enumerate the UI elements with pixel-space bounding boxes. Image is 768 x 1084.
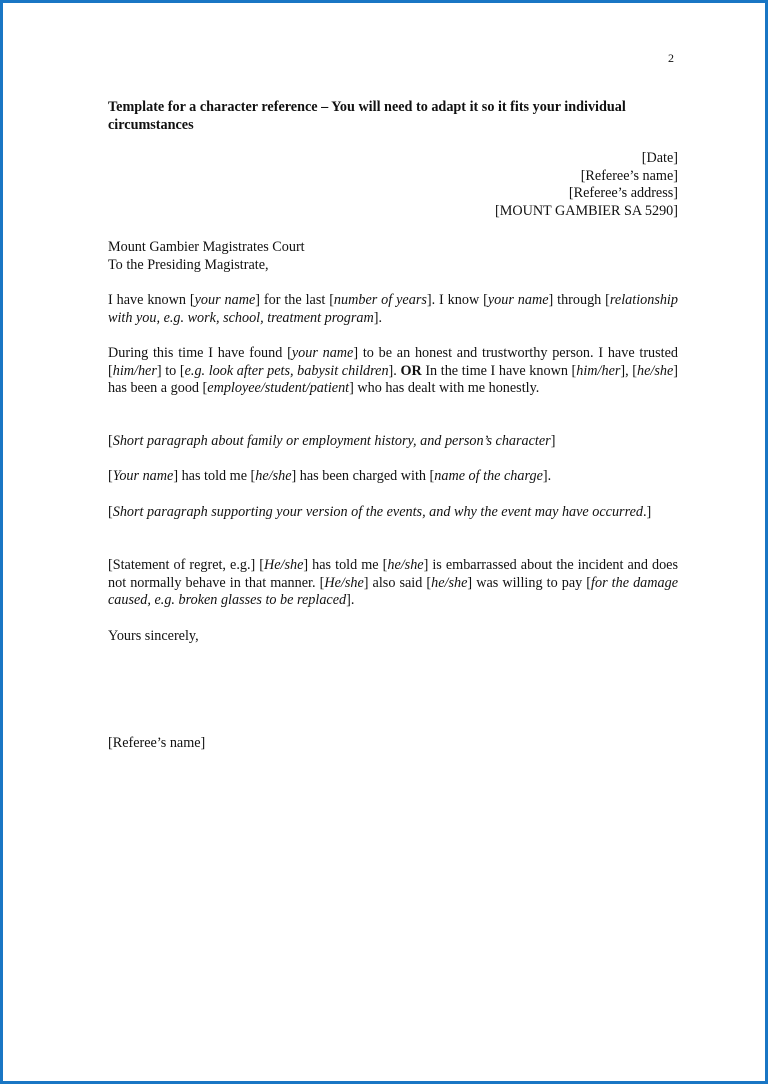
body-text: ] has told me [ (303, 557, 388, 573)
placeholder-text: your name (487, 292, 549, 308)
body-text: ]. I know [ (426, 292, 488, 308)
body-text: ]. (346, 592, 355, 609)
document-title: Template for a character reference – You will need to adapt it so it fits your individual circumstances (108, 99, 626, 133)
body-text: [ (108, 468, 113, 484)
paragraph-character (108, 433, 678, 451)
body-text: ]. (388, 362, 401, 379)
placeholder-text: he/she (387, 557, 424, 573)
body-text: ] was willing to pay [ (467, 574, 592, 591)
city-postcode-line: [MOUNT GAMBIER SA 5290] (494, 202, 678, 219)
placeholder-text: He/she (264, 557, 304, 573)
referee-address-block (108, 150, 678, 220)
signature: [Referee’s name] (108, 735, 206, 751)
placeholder-text: Short paragraph supporting your version of the events, and why the event may have occurred (112, 504, 643, 520)
placeholder-text: relationship with you, e.g. work, school, treatment program (108, 292, 678, 326)
placeholder-text: e.g. look after pets, babysit children (184, 362, 389, 379)
salutation: To the Presiding Magistrate, (108, 256, 269, 273)
paragraph-trustworthiness (108, 345, 678, 398)
referee-address-line: [Referee’s address] (568, 185, 678, 202)
body-text: ] has told me [ (173, 468, 256, 484)
closing: Yours sincerely, (108, 628, 199, 644)
body-text: ] through [ (548, 292, 610, 308)
body-text: ] who has dealt with me honestly. (349, 380, 540, 397)
placeholder-text: name of the charge (434, 468, 543, 484)
body-text: [ (108, 504, 113, 520)
body-text: In the time I have known [ (421, 362, 577, 379)
placeholder-text: for the damage caused, e.g. broken glasses to be replaced (108, 574, 678, 609)
paragraph-charge (108, 468, 678, 486)
body-text: [ (108, 433, 113, 449)
placeholder-text: employee/student/patient (207, 380, 350, 397)
body-text: During this time I have found [ (108, 345, 292, 361)
paragraph-relationship (108, 292, 678, 327)
placeholder-text: him/her (112, 362, 157, 379)
placeholder-text: he/she (637, 362, 674, 379)
body-text: ] to be an honest and trustworthy person. I have trusted [ (108, 345, 678, 379)
body-text: ] is embarrassed about the incident and does not normally behave in that manner. [ (108, 557, 679, 591)
body-text: ] to [ (156, 362, 185, 379)
paragraph-regret (108, 557, 678, 610)
body-text: ] (550, 433, 556, 449)
body-text: I have known [ (108, 292, 195, 308)
emphasis-text: OR (400, 362, 422, 379)
recipient-block (108, 239, 678, 274)
placeholder-text: he/she (431, 574, 468, 591)
placeholder-text: your name (194, 292, 256, 308)
court-name: Mount Gambier Magistrates Court (108, 239, 305, 255)
placeholder-text: number of years (333, 292, 427, 308)
body-text: ]. (542, 468, 552, 484)
placeholder-text: he/she (255, 468, 292, 484)
body-text: ]. (373, 309, 383, 326)
paragraph-version-of-events (108, 504, 678, 522)
body-text: ] has been a good [ (108, 362, 679, 397)
date-line: [Date] (641, 150, 678, 166)
body-text: ] for the last [ (255, 292, 334, 308)
placeholder-text: Your name (112, 468, 174, 484)
referee-name-line: [Referee’s name] (580, 167, 678, 184)
body-text: .] (642, 504, 652, 520)
placeholder-text: your name (291, 345, 354, 361)
page-number: 2 (668, 51, 674, 65)
body-text: ] has been charged with [ (291, 468, 435, 484)
body-text: [Statement of regret, e.g.] [ (108, 557, 264, 573)
placeholder-text: He/she (324, 574, 364, 591)
placeholder-text: Short paragraph about family or employment history, and person’s character (112, 433, 551, 449)
placeholder-text: him/her (576, 362, 621, 379)
body-text: ] also said [ (363, 574, 432, 591)
body-text: ], [ (620, 362, 638, 379)
